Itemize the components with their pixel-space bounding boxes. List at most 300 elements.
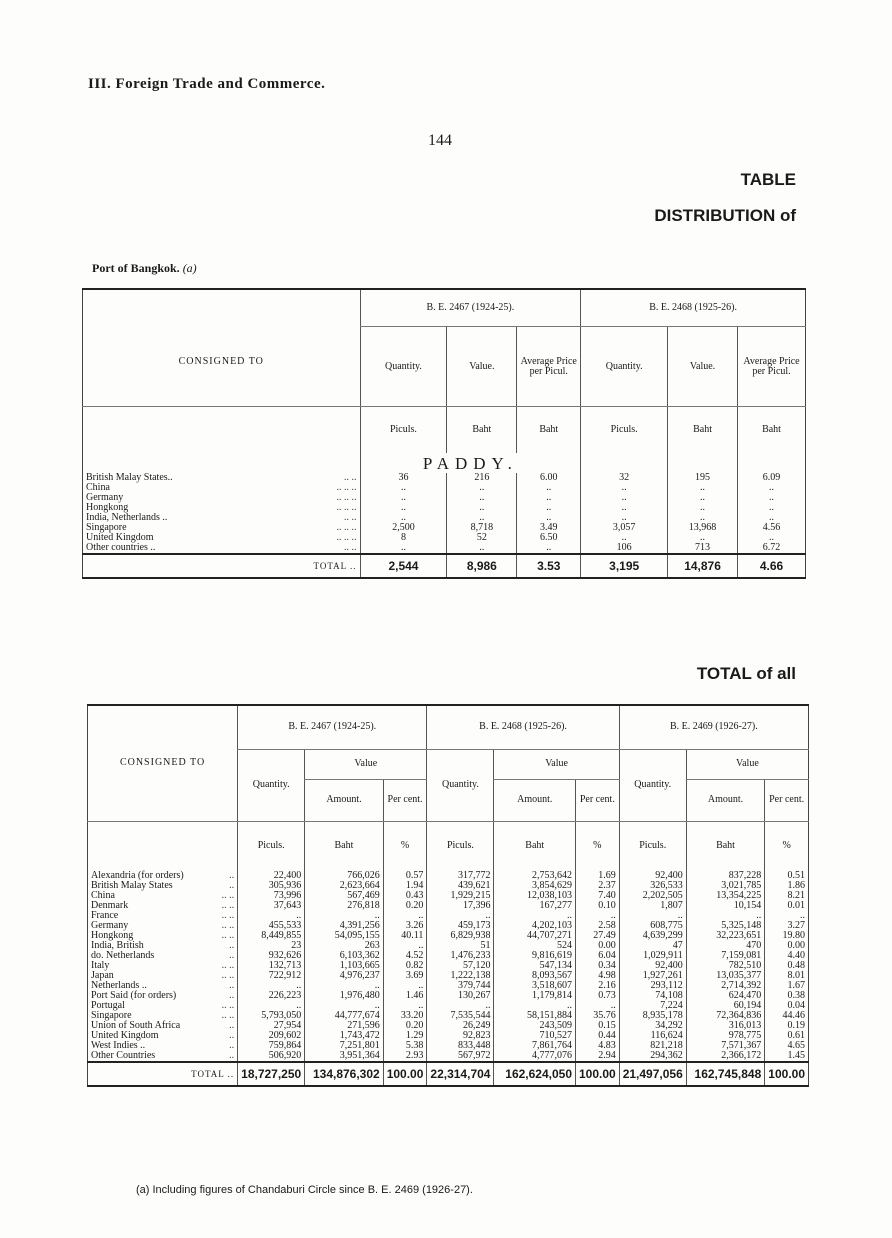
leader-dots: .. bbox=[229, 990, 235, 1001]
value-cell: 293,112 bbox=[619, 981, 686, 991]
value-cell: .. bbox=[427, 1001, 494, 1011]
value-cell: .. bbox=[383, 911, 427, 921]
value-cell: .. bbox=[738, 493, 806, 503]
value-cell: 32 bbox=[581, 473, 668, 483]
value-cell: 5,793,050 bbox=[238, 1011, 305, 1021]
value-cell: 8,093,567 bbox=[494, 971, 576, 981]
value-cell: 32,223,651 bbox=[686, 931, 765, 941]
value-cell: .. bbox=[360, 493, 447, 503]
value-cell: 0.73 bbox=[576, 991, 620, 1001]
value-cell: 439,621 bbox=[427, 881, 494, 891]
leader-dots: .. .. bbox=[221, 890, 235, 901]
value-cell: 317,772 bbox=[427, 871, 494, 881]
value-cell: 0.20 bbox=[383, 901, 427, 911]
value-cell: 759,864 bbox=[238, 1041, 305, 1051]
paddy-row bbox=[83, 473, 806, 483]
value-cell: .. bbox=[581, 483, 668, 493]
country-name: China bbox=[91, 890, 115, 901]
value-cell: 37,643 bbox=[238, 901, 305, 911]
destination-row bbox=[88, 1051, 809, 1062]
value-cell: 0.01 bbox=[765, 901, 809, 911]
value-cell: .. bbox=[668, 493, 738, 503]
value-cell: .. bbox=[576, 911, 620, 921]
value-cell: .. bbox=[238, 981, 305, 991]
value-cell: 92,400 bbox=[619, 871, 686, 881]
value-cell: 932,626 bbox=[238, 951, 305, 961]
leader-dots: .. .. bbox=[221, 910, 235, 921]
destination-row bbox=[88, 901, 809, 911]
value-cell: 226,223 bbox=[238, 991, 305, 1001]
value-cell: .. bbox=[427, 911, 494, 921]
country-name: Union of South Africa bbox=[91, 1020, 181, 1031]
unit-baht: Baht bbox=[305, 821, 384, 871]
value-cell: .. bbox=[494, 911, 576, 921]
per-cent-header: Per cent. bbox=[576, 779, 620, 821]
total-table bbox=[87, 704, 809, 1087]
leader-dots: .. .. bbox=[344, 511, 357, 523]
leader-dots: .. .. .. bbox=[336, 531, 357, 543]
value-cell: .. bbox=[668, 503, 738, 513]
value-cell: .. bbox=[686, 911, 765, 921]
total-cell: 162,745,848 bbox=[686, 1062, 765, 1086]
value-cell: 294,362 bbox=[619, 1051, 686, 1062]
value-cell: 44,707,271 bbox=[494, 931, 576, 941]
value-cell: 35.76 bbox=[576, 1011, 620, 1021]
consigned-to-header: CONSIGNED TO bbox=[88, 705, 238, 821]
period-header-2467: B. E. 2467 (1924-25). bbox=[360, 289, 581, 327]
country-name: China bbox=[86, 481, 110, 493]
value-cell: .. bbox=[738, 503, 806, 513]
value-cell: 837,228 bbox=[686, 871, 765, 881]
country-name: Netherlands .. bbox=[91, 980, 147, 991]
country-name: Germany bbox=[91, 920, 129, 931]
grand-total-row bbox=[88, 1062, 809, 1086]
value-cell: 13,035,377 bbox=[686, 971, 765, 981]
value-cell: 8,449,855 bbox=[238, 931, 305, 941]
quantity-header: Quantity. bbox=[238, 749, 305, 821]
value-cell: 2.58 bbox=[576, 921, 620, 931]
value-cell: 1,976,480 bbox=[305, 991, 384, 1001]
total-cell: 22,314,704 bbox=[427, 1062, 494, 1086]
value-cell: 22,400 bbox=[238, 871, 305, 881]
value-cell: 305,936 bbox=[238, 881, 305, 891]
leader-dots: .. .. bbox=[221, 1010, 235, 1021]
destination-row bbox=[88, 1001, 809, 1011]
destination-row bbox=[88, 1031, 809, 1041]
value-header: Value. bbox=[668, 327, 738, 407]
country-cell bbox=[83, 543, 361, 554]
destination-row bbox=[88, 1021, 809, 1031]
per-cent-header: Per cent. bbox=[383, 779, 427, 821]
value-cell: 710,527 bbox=[494, 1031, 576, 1041]
destination-row bbox=[88, 951, 809, 961]
destination-row bbox=[88, 941, 809, 951]
value-cell: 0.48 bbox=[765, 961, 809, 971]
value-cell: .. bbox=[447, 483, 517, 493]
country-name: British Malay States.. bbox=[86, 471, 173, 483]
value-cell: 1,807 bbox=[619, 901, 686, 911]
value-cell: 2,500 bbox=[360, 523, 447, 533]
value-cell: 4.83 bbox=[576, 1041, 620, 1051]
value-cell: 1,029,911 bbox=[619, 951, 686, 961]
value-cell: 524 bbox=[494, 941, 576, 951]
value-cell: 3.49 bbox=[517, 523, 581, 533]
total-cell: 134,876,302 bbox=[305, 1062, 384, 1086]
value-cell: 58,151,884 bbox=[494, 1011, 576, 1021]
unit-piculs: Piculs. bbox=[360, 407, 447, 453]
period-header-2467: B. E. 2467 (1924-25). bbox=[238, 705, 427, 749]
leader-dots: .. .. bbox=[221, 970, 235, 981]
leader-dots: .. .. bbox=[221, 960, 235, 971]
unit-percent: % bbox=[765, 821, 809, 871]
amount-header: Amount. bbox=[305, 779, 384, 821]
period-header-2468: B. E. 2468 (1925-26). bbox=[427, 705, 619, 749]
value-cell: .. bbox=[360, 483, 447, 493]
value-cell: 0.57 bbox=[383, 871, 427, 881]
total-cell: 100.00 bbox=[576, 1062, 620, 1086]
value-cell: 978,775 bbox=[686, 1031, 765, 1041]
value-cell: .. bbox=[305, 981, 384, 991]
value-cell: 0.00 bbox=[765, 941, 809, 951]
value-cell: 243,509 bbox=[494, 1021, 576, 1031]
value-cell: 44,777,674 bbox=[305, 1011, 384, 1021]
value-cell: 92,400 bbox=[619, 961, 686, 971]
value-cell: .. bbox=[738, 533, 806, 543]
value-cell: 470 bbox=[686, 941, 765, 951]
leader-dots: .. bbox=[229, 1050, 235, 1061]
country-name: Singapore bbox=[86, 521, 127, 533]
destination-row bbox=[88, 961, 809, 971]
value-cell: 1.69 bbox=[576, 871, 620, 881]
value-cell: 567,972 bbox=[427, 1051, 494, 1062]
value-cell: 3.27 bbox=[765, 921, 809, 931]
port-label bbox=[92, 261, 197, 276]
value-cell: 4,202,103 bbox=[494, 921, 576, 931]
leader-dots: .. bbox=[229, 1030, 235, 1041]
value-cell: 1,929,215 bbox=[427, 891, 494, 901]
value-cell: 106 bbox=[581, 543, 668, 554]
value-cell: 821,218 bbox=[619, 1041, 686, 1051]
country-name: United Kingdom bbox=[86, 531, 154, 543]
total-cell: 4.66 bbox=[738, 554, 806, 578]
value-cell: .. bbox=[305, 911, 384, 921]
country-cell bbox=[88, 1051, 238, 1062]
country-name: Hongkong bbox=[91, 930, 134, 941]
value-cell: 23 bbox=[238, 941, 305, 951]
value-cell: 52 bbox=[447, 533, 517, 543]
value-cell: 3.69 bbox=[383, 971, 427, 981]
country-cell bbox=[88, 951, 238, 961]
value-cell: 2,753,642 bbox=[494, 871, 576, 881]
value-cell: .. bbox=[765, 911, 809, 921]
paddy-row bbox=[83, 543, 806, 554]
value-cell: 33.20 bbox=[383, 1011, 427, 1021]
distribution-heading: DISTRIBUTION of bbox=[654, 206, 796, 225]
country-name: Italy bbox=[91, 960, 110, 971]
value-cell: .. bbox=[383, 1001, 427, 1011]
value-cell: 766,026 bbox=[305, 871, 384, 881]
unit-percent: % bbox=[383, 821, 427, 871]
value-cell: 4.40 bbox=[765, 951, 809, 961]
value-cell: 4.65 bbox=[765, 1041, 809, 1051]
total-label: TOTAL .. bbox=[83, 554, 361, 578]
value-cell: 2.93 bbox=[383, 1051, 427, 1062]
value-cell: 2.94 bbox=[576, 1051, 620, 1062]
value-cell: 12,038,103 bbox=[494, 891, 576, 901]
destination-row bbox=[88, 911, 809, 921]
table-heading: TABLE bbox=[740, 170, 796, 189]
value-cell: .. bbox=[668, 513, 738, 523]
value-cell: 116,624 bbox=[619, 1031, 686, 1041]
country-name: British Malay States bbox=[91, 880, 173, 891]
value-cell: 547,134 bbox=[494, 961, 576, 971]
country-cell bbox=[83, 473, 361, 483]
value-cell: .. bbox=[383, 941, 427, 951]
value-header: Value bbox=[494, 749, 619, 779]
quantity-header: Quantity. bbox=[427, 749, 494, 821]
value-cell: .. bbox=[238, 1001, 305, 1011]
total-cell: 162,624,050 bbox=[494, 1062, 576, 1086]
country-name: Hongkong bbox=[86, 501, 129, 513]
value-cell: 209,602 bbox=[238, 1031, 305, 1041]
value-cell: 0.04 bbox=[765, 1001, 809, 1011]
unit-baht: Baht bbox=[517, 407, 581, 453]
quantity-header: Quantity. bbox=[581, 327, 668, 407]
value-cell: 6.09 bbox=[738, 473, 806, 483]
port-note: (a) bbox=[182, 261, 197, 275]
value-cell: 276,818 bbox=[305, 901, 384, 911]
value-cell: 92,823 bbox=[427, 1031, 494, 1041]
total-cell: 8,986 bbox=[447, 554, 517, 578]
value-header: Value. bbox=[447, 327, 517, 407]
value-cell: .. bbox=[581, 503, 668, 513]
value-cell: 2,366,172 bbox=[686, 1051, 765, 1062]
paddy-row bbox=[83, 493, 806, 503]
value-cell: 8,935,178 bbox=[619, 1011, 686, 1021]
value-cell: .. bbox=[581, 513, 668, 523]
amount-header: Amount. bbox=[494, 779, 576, 821]
unit-piculs: Piculs. bbox=[238, 821, 305, 871]
value-cell: .. bbox=[738, 513, 806, 523]
value-cell: 0.44 bbox=[576, 1031, 620, 1041]
leader-dots: .. .. .. bbox=[336, 521, 357, 533]
value-cell: 19.80 bbox=[765, 931, 809, 941]
value-cell: 130,267 bbox=[427, 991, 494, 1001]
value-cell: 0.15 bbox=[576, 1021, 620, 1031]
unit-baht: Baht bbox=[738, 407, 806, 453]
value-cell: 2.37 bbox=[576, 881, 620, 891]
value-cell: 1.86 bbox=[765, 881, 809, 891]
value-cell: 0.10 bbox=[576, 901, 620, 911]
value-cell: 3,057 bbox=[581, 523, 668, 533]
consigned-to-header: CONSIGNED TO bbox=[83, 289, 361, 407]
value-cell: 72,364,836 bbox=[686, 1011, 765, 1021]
period-header-2469: B. E. 2469 (1926-27). bbox=[619, 705, 808, 749]
value-cell: 379,744 bbox=[427, 981, 494, 991]
value-cell: 0.19 bbox=[765, 1021, 809, 1031]
value-cell: 7,571,367 bbox=[686, 1041, 765, 1051]
value-cell: 1.29 bbox=[383, 1031, 427, 1041]
value-cell: 4,639,299 bbox=[619, 931, 686, 941]
value-cell: 13,968 bbox=[668, 523, 738, 533]
total-cell: 100.00 bbox=[765, 1062, 809, 1086]
value-cell: 6.00 bbox=[517, 473, 581, 483]
unit-piculs: Piculs. bbox=[427, 821, 494, 871]
value-cell: 44.46 bbox=[765, 1011, 809, 1021]
total-cell: 3.53 bbox=[517, 554, 581, 578]
value-cell: .. bbox=[494, 1001, 576, 1011]
value-cell: 6.04 bbox=[576, 951, 620, 961]
value-cell: 195 bbox=[668, 473, 738, 483]
value-cell: 0.43 bbox=[383, 891, 427, 901]
quantity-header: Quantity. bbox=[360, 327, 447, 407]
avg-price-header: Average Price per Picul. bbox=[517, 327, 581, 407]
avg-price-header: Average Price per Picul. bbox=[738, 327, 806, 407]
value-cell: 1.67 bbox=[765, 981, 809, 991]
country-name: France bbox=[91, 910, 119, 921]
value-cell: 271,596 bbox=[305, 1021, 384, 1031]
value-cell: .. bbox=[576, 1001, 620, 1011]
value-cell: 60,194 bbox=[686, 1001, 765, 1011]
total-cell: 18,727,250 bbox=[238, 1062, 305, 1086]
total-cell: 21,497,056 bbox=[619, 1062, 686, 1086]
unit-piculs: Piculs. bbox=[619, 821, 686, 871]
value-header: Value bbox=[686, 749, 808, 779]
value-cell: 216 bbox=[447, 473, 517, 483]
country-name: United Kingdom bbox=[91, 1030, 159, 1041]
paddy-total-row bbox=[83, 554, 806, 578]
value-cell: .. bbox=[619, 911, 686, 921]
value-cell: 2,202,505 bbox=[619, 891, 686, 901]
value-cell: .. bbox=[360, 513, 447, 523]
value-cell: 8.01 bbox=[765, 971, 809, 981]
value-cell: 13,354,225 bbox=[686, 891, 765, 901]
leader-dots: .. .. bbox=[221, 930, 235, 941]
value-cell: 3,951,364 bbox=[305, 1051, 384, 1062]
leader-dots: .. bbox=[229, 950, 235, 961]
country-name: Singapore bbox=[91, 1010, 132, 1021]
value-cell: 4,777,076 bbox=[494, 1051, 576, 1062]
leader-dots: .. .. .. bbox=[336, 481, 357, 493]
value-cell: 27,954 bbox=[238, 1021, 305, 1031]
leader-dots: .. bbox=[229, 980, 235, 991]
leader-dots: .. bbox=[229, 1020, 235, 1031]
value-cell: 4.56 bbox=[738, 523, 806, 533]
footnote: (a) Including figures of Chandaburi Circle since B. E. 2469 (1926-27). bbox=[136, 1184, 473, 1196]
value-cell: 8,718 bbox=[447, 523, 517, 533]
value-cell: 6.72 bbox=[738, 543, 806, 554]
total-label: TOTAL .. bbox=[88, 1062, 238, 1086]
value-cell: 0.00 bbox=[576, 941, 620, 951]
page-number: 144 bbox=[428, 132, 452, 149]
country-name: Alexandria (for orders) bbox=[91, 870, 184, 881]
value-cell: 3,021,785 bbox=[686, 881, 765, 891]
total-of-all-heading: TOTAL of all bbox=[696, 664, 796, 683]
value-cell: 36 bbox=[360, 473, 447, 483]
value-cell: 34,292 bbox=[619, 1021, 686, 1031]
value-cell: 47 bbox=[619, 941, 686, 951]
paddy-row bbox=[83, 503, 806, 513]
destination-row bbox=[88, 1011, 809, 1021]
value-cell: 1,927,261 bbox=[619, 971, 686, 981]
value-cell: 40.11 bbox=[383, 931, 427, 941]
paddy-table bbox=[82, 288, 806, 579]
value-cell: 0.38 bbox=[765, 991, 809, 1001]
commodity-title: PADDY. bbox=[360, 453, 581, 473]
value-cell: 0.34 bbox=[576, 961, 620, 971]
value-cell: 8 bbox=[360, 533, 447, 543]
paddy-row bbox=[83, 533, 806, 543]
value-cell: 27.49 bbox=[576, 931, 620, 941]
value-cell: .. bbox=[738, 483, 806, 493]
unit-baht: Baht bbox=[494, 821, 576, 871]
total-rows bbox=[88, 871, 809, 1062]
paddy-row bbox=[83, 523, 806, 533]
value-cell: 6,829,938 bbox=[427, 931, 494, 941]
value-header: Value bbox=[305, 749, 427, 779]
value-cell: 1.45 bbox=[765, 1051, 809, 1062]
country-name: West Indies .. bbox=[91, 1040, 146, 1051]
value-cell: 4.52 bbox=[383, 951, 427, 961]
value-cell: 132,713 bbox=[238, 961, 305, 971]
port-name: Port of Bangkok. bbox=[92, 261, 180, 275]
value-cell: 7,251,801 bbox=[305, 1041, 384, 1051]
value-cell: 2,623,664 bbox=[305, 881, 384, 891]
leader-dots: .. .. .. bbox=[336, 491, 357, 503]
value-cell: .. bbox=[305, 1001, 384, 1011]
value-cell: 54,095,155 bbox=[305, 931, 384, 941]
value-cell: 782,510 bbox=[686, 961, 765, 971]
destination-row bbox=[88, 1041, 809, 1051]
value-cell: 3,854,629 bbox=[494, 881, 576, 891]
value-cell: 326,533 bbox=[619, 881, 686, 891]
destination-row bbox=[88, 981, 809, 991]
country-name: Other Countries bbox=[91, 1050, 156, 1061]
value-cell: 1,743,472 bbox=[305, 1031, 384, 1041]
country-name: India, Netherlands .. bbox=[86, 511, 168, 523]
unit-baht: Baht bbox=[686, 821, 765, 871]
paddy-row bbox=[83, 483, 806, 493]
total-cell: 14,876 bbox=[668, 554, 738, 578]
value-cell: 4.98 bbox=[576, 971, 620, 981]
value-cell: 2,714,392 bbox=[686, 981, 765, 991]
value-cell: 459,173 bbox=[427, 921, 494, 931]
value-cell: 7,224 bbox=[619, 1001, 686, 1011]
value-cell: 6.50 bbox=[517, 533, 581, 543]
total-cell: 2,544 bbox=[360, 554, 447, 578]
country-name: Portugal bbox=[91, 1000, 125, 1011]
value-cell: 7,535,544 bbox=[427, 1011, 494, 1021]
section-title: III. Foreign Trade and Commerce. bbox=[88, 76, 326, 92]
value-cell: 713 bbox=[668, 543, 738, 554]
total-cell: 100.00 bbox=[383, 1062, 427, 1086]
value-cell: 167,277 bbox=[494, 901, 576, 911]
value-cell: 26,249 bbox=[427, 1021, 494, 1031]
value-cell: 608,775 bbox=[619, 921, 686, 931]
value-cell: 624,470 bbox=[686, 991, 765, 1001]
value-cell: 7.40 bbox=[576, 891, 620, 901]
value-cell: .. bbox=[447, 513, 517, 523]
value-cell: 17,396 bbox=[427, 901, 494, 911]
value-cell: .. bbox=[383, 981, 427, 991]
value-cell: 3.26 bbox=[383, 921, 427, 931]
value-cell: .. bbox=[581, 493, 668, 503]
period-header-2468: B. E. 2468 (1925-26). bbox=[581, 289, 806, 327]
destination-row bbox=[88, 991, 809, 1001]
country-name: Other countries .. bbox=[86, 541, 156, 553]
value-cell: 1,222,138 bbox=[427, 971, 494, 981]
value-cell: .. bbox=[447, 493, 517, 503]
